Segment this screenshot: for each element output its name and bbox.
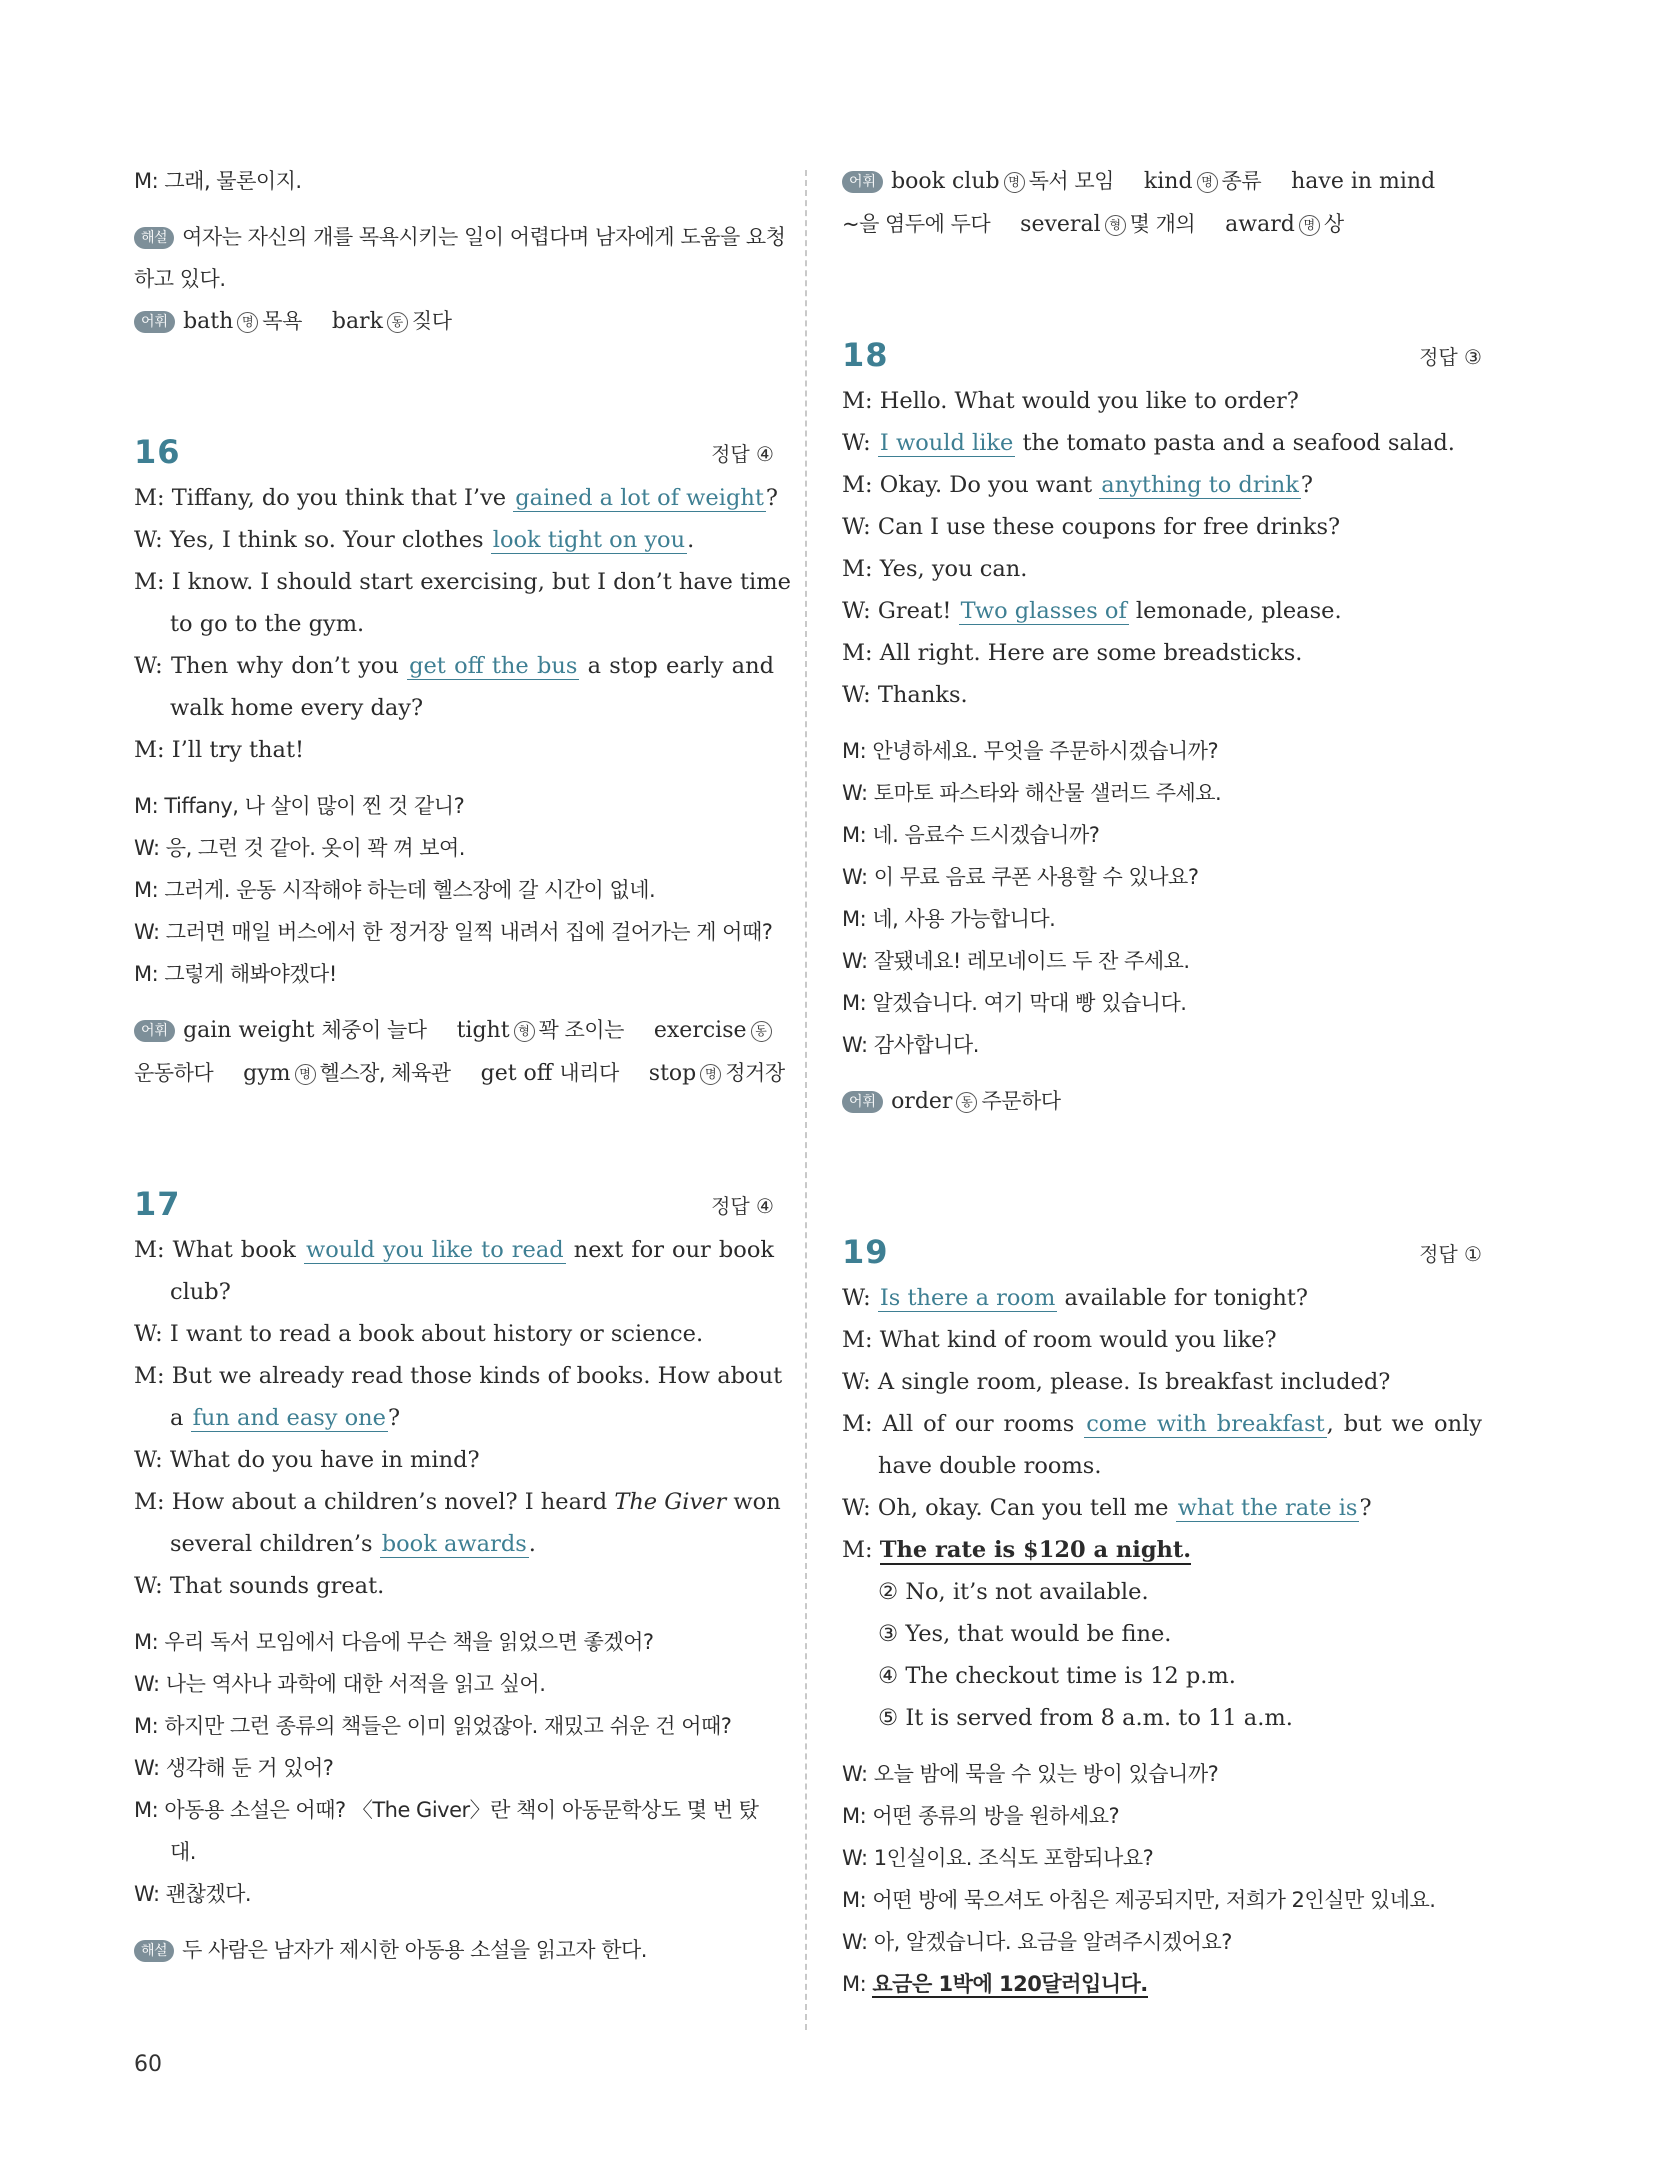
dialog-line: several children’s book awards. (170, 1531, 536, 1557)
part-of-speech-icon: 명 (237, 312, 258, 333)
question-number: 16 (134, 433, 181, 471)
dialog-line: W: Is there a room available for tonight? (842, 1285, 1308, 1311)
dialog-line: M: I know. I should start exercising, but I don’t have time (134, 569, 791, 595)
dialog-line: to go to the gym. (170, 611, 365, 637)
answer-option: ③ Yes, that would be fine. (878, 1621, 1172, 1647)
dialog-line: M: All right. Here are some breadsticks. (842, 640, 1303, 666)
translation-line: M: 요금은 1박에 120달러입니다. (842, 1972, 1148, 1996)
translation-line: W: 생각해 둔 거 있어? (134, 1756, 334, 1780)
answer-label: 정답 ③ (1419, 345, 1482, 369)
part-of-speech-icon: 동 (751, 1021, 772, 1042)
dialog-line: M: The rate is $120 a night. (842, 1537, 1192, 1563)
part-of-speech-icon: 형 (1105, 215, 1126, 236)
translation-line: W: 나는 역사나 과학에 대한 서적을 읽고 싶어. (134, 1672, 546, 1696)
book-title: The Giver (614, 1489, 727, 1515)
dialog-line: W: Oh, okay. Can you tell me what the rate is? (842, 1495, 1372, 1521)
question-number: 19 (842, 1233, 889, 1271)
vocabulary-line: 운동하다 gym 명 헬스장, 체육관 get off 내리다 stop 명 정거장 (134, 1061, 785, 1086)
fill-in-blank: come with breakfast (1086, 1411, 1325, 1437)
vocabulary-line: 어휘 order 동 주문하다 (842, 1080, 1482, 1123)
correct-answer-translation: 요금은 1박에 120달러입니다. (872, 1972, 1148, 1996)
answer-label: 정답 ① (1419, 1242, 1482, 1266)
part-of-speech-icon: 형 (514, 1021, 535, 1042)
translation-line: M: Tiffany, 나 살이 많이 찐 것 같니? (134, 794, 465, 818)
translation-line: M: 우리 독서 모임에서 다음에 무슨 책을 읽었으면 좋겠어? (134, 1630, 654, 1654)
dialog-line: M: Yes, you can. (842, 556, 1028, 582)
fill-in-blank: Is there a room (879, 1285, 1056, 1311)
translation-line: W: 괜찮겠다. (134, 1882, 252, 1906)
dialog-line: W: What do you have in mind? (134, 1447, 480, 1473)
translation-line: M: 아동용 소설은 어때? 〈The Giver〉란 책이 아동문학상도 몇 번 탔 (134, 1798, 759, 1822)
answer-option: ⑤ It is served from 8 a.m. to 11 a.m. (878, 1705, 1293, 1731)
translation-line: M: 안녕하세요. 무엇을 주문하시겠습니까? (842, 739, 1219, 763)
part-of-speech-icon: 명 (1299, 215, 1320, 236)
translation-line: W: 잘됐네요! 레모네이드 두 잔 주세요. (842, 949, 1190, 973)
dialog-line: M: But we already read those kinds of books. How about (134, 1363, 783, 1389)
explanation-line: 해설 여자는 자신의 개를 목욕시키는 일이 어렵다며 남자에게 도움을 요청 (134, 216, 774, 258)
part-of-speech-icon: 명 (295, 1064, 316, 1085)
vocabulary-badge: 어휘 (842, 171, 883, 193)
left-column (134, 160, 791, 1971)
fill-in-blank: I would like (879, 430, 1014, 456)
translation-line: W: 감사합니다. (842, 1033, 979, 1057)
answer-option: ④ The checkout time is 12 p.m. (878, 1663, 1236, 1689)
dialog-line: W: A single room, please. Is breakfast included? (842, 1369, 1391, 1395)
dialog-line: W: Great! Two glasses of lemonade, please. (842, 598, 1342, 624)
dialog-line: W: Can I use these coupons for free drinks? (842, 514, 1341, 540)
question-number: 18 (842, 336, 889, 374)
translation-line: M: 어떤 방에 묵으셔도 아침은 제공되지만, 저희가 2인실만 있네요. (842, 1888, 1436, 1912)
translation-line: W: 1인실이요. 조식도 포함되나요? (842, 1846, 1154, 1870)
translation-line: M: 그러게. 운동 시작해야 하는데 헬스장에 갈 시간이 없네. (134, 878, 656, 902)
dialog-line: M: What book would you like to read next for our book (134, 1237, 774, 1263)
fill-in-blank: gained a lot of weight (515, 485, 764, 511)
dialog-line: W: Yes, I think so. Your clothes look tight on you. (134, 527, 695, 553)
dialog-line: W: Then why don’t you get off the bus a stop early and (134, 653, 774, 679)
translation-line: W: 그러면 매일 버스에서 한 정거장 일찍 내려서 집에 걸어가는 게 어때? (134, 920, 773, 944)
translation-line: W: 오늘 밤에 묵을 수 있는 방이 있습니까? (842, 1762, 1219, 1786)
explanation-line: 하고 있다. (134, 267, 226, 291)
question-header-19 (842, 1217, 1482, 1277)
translation-line: 대. (170, 1840, 196, 1864)
dialog-line: M: All of our rooms come with breakfast, but we only (842, 1411, 1482, 1437)
part-of-speech-icon: 명 (1004, 172, 1025, 193)
dialog-line: W: I would like the tomato pasta and a seafood salad. (842, 430, 1455, 456)
vocabulary-badge: 어휘 (134, 311, 175, 333)
vocabulary-badge: 어휘 (842, 1091, 883, 1113)
part-of-speech-icon: 명 (700, 1064, 721, 1085)
translation-line: M: 하지만 그런 종류의 책들은 이미 읽었잖아. 재밌고 쉬운 건 어때? (134, 1714, 732, 1738)
fill-in-blank: book awards (381, 1531, 527, 1557)
vocab-item: bark 동 짖다 (331, 309, 452, 334)
vocabulary-line: 어휘 gain weight 체중이 늘다 tight 형 꽉 조이는 exercise 동 (134, 1009, 774, 1052)
vocabulary-badge: 어휘 (134, 1020, 175, 1042)
right-column (842, 160, 1482, 2005)
fill-in-blank: what the rate is (1177, 1495, 1358, 1521)
dialog-line: club? (170, 1279, 231, 1305)
answer-label: 정답 ④ (711, 1194, 774, 1218)
translation-line: M: 그렇게 해봐야겠다! (134, 962, 337, 986)
vocabulary-line: ~을 염두에 두다 several 형 몇 개의 award 명 상 (842, 212, 1344, 237)
fill-in-blank: get off the bus (409, 653, 578, 679)
question-number: 17 (134, 1185, 181, 1223)
explanation-line: 해설 두 사람은 남자가 제시한 아동용 소설을 읽고자 한다. (134, 1929, 774, 1971)
answer-option: ② No, it’s not available. (878, 1579, 1149, 1605)
dialog-line: M: What kind of room would you like? (842, 1327, 1277, 1353)
dialog-line: W: I want to read a book about history or science. (134, 1321, 704, 1347)
fill-in-blank: anything to drink (1101, 472, 1299, 498)
dialog-line: M: Hello. What would you like to order? (842, 388, 1299, 414)
dialog-line: M: I’ll try that! (134, 737, 305, 763)
part-of-speech-icon: 명 (1197, 172, 1218, 193)
correct-answer: The rate is $120 a night. (879, 1537, 1192, 1563)
part-of-speech-icon: 동 (956, 1092, 977, 1113)
translation-line: W: 아, 알겠습니다. 요금을 알려주시겠어요? (842, 1930, 1232, 1954)
dialog-line: M: Tiffany, do you think that I’ve gained a lot of weight? (134, 485, 778, 511)
translation-line: M: 어떤 종류의 방을 원하세요? (842, 1804, 1120, 1828)
fill-in-blank: look tight on you (492, 527, 686, 553)
dialog-line: W: Thanks. (842, 682, 968, 708)
vocabulary-line (134, 300, 774, 343)
question-header-17 (134, 1169, 774, 1229)
fill-in-blank: fun and easy one (192, 1405, 386, 1431)
dialog-line: a fun and easy one? (170, 1405, 401, 1431)
translation-line: W: 토마토 파스타와 해산물 샐러드 주세요. (842, 781, 1222, 805)
question-header-16 (134, 417, 774, 477)
explanation-badge: 해설 (134, 1940, 174, 1962)
question-header-18 (842, 320, 1482, 380)
translation-line: M: 네. 음료수 드시겠습니까? (842, 823, 1100, 847)
translation-line: M: 네, 사용 가능합니다. (842, 907, 1056, 931)
dialog-line: M: How about a children’s novel? I heard The Giver won (134, 1489, 781, 1515)
part-of-speech-icon: 동 (387, 312, 408, 333)
translation-line: W: 응, 그런 것 같아. 옷이 꽉 껴 보여. (134, 836, 465, 860)
dialog-line: W: That sounds great. (134, 1573, 385, 1599)
vocab-item: bath 명 목욕 (183, 309, 302, 334)
fill-in-blank: Two glasses of (960, 598, 1127, 624)
translation-line: W: 이 무료 음료 쿠폰 사용할 수 있나요? (842, 865, 1199, 889)
answer-label: 정답 ④ (711, 442, 774, 466)
dialog-line: M: Okay. Do you want anything to drink? (842, 472, 1313, 498)
fill-in-blank: would you like to read (306, 1237, 564, 1263)
translation-line: M: 알겠습니다. 여기 막대 빵 있습니다. (842, 991, 1187, 1015)
page-number: 60 (134, 2052, 162, 2077)
vocabulary-line: 어휘 book club 명 독서 모임 kind 명 종류 have in mind (842, 160, 1482, 203)
column-divider (805, 170, 807, 2030)
explanation-badge: 해설 (134, 227, 174, 249)
dialog-line: have double rooms. (878, 1453, 1102, 1479)
dialog-line: walk home every day? (170, 695, 424, 721)
dialog-line: M: 그래, 물론이지. (134, 169, 302, 193)
